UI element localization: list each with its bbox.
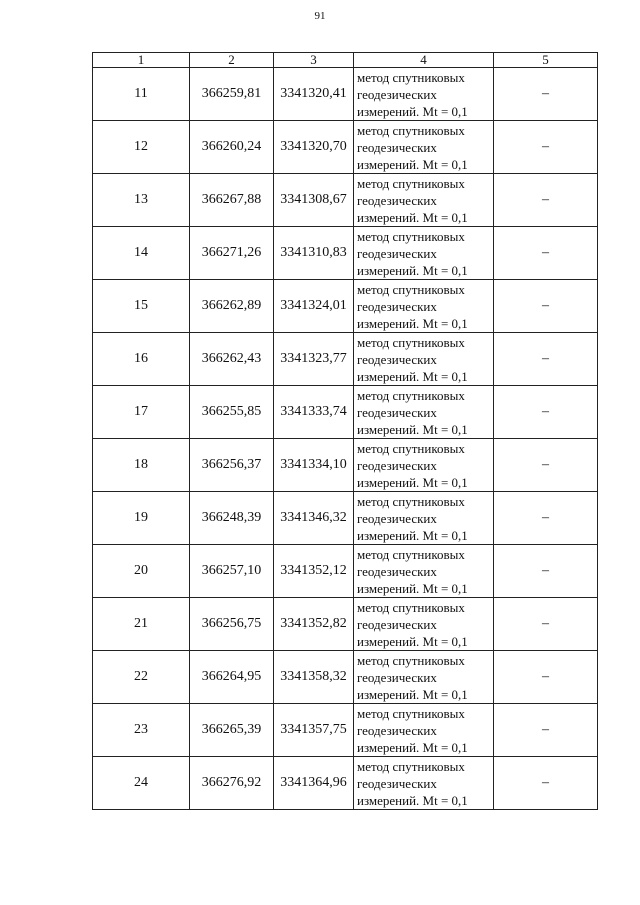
method-line: метод спутниковых <box>357 652 465 668</box>
note-cell: – <box>494 492 598 545</box>
method-line: метод спутниковых <box>357 387 465 403</box>
note-cell: – <box>494 333 598 386</box>
table-row <box>93 598 598 651</box>
table-body <box>93 68 598 810</box>
method-cell <box>354 68 494 121</box>
note-cell: – <box>494 280 598 333</box>
coordinate-x-cell: 366264,95 <box>190 651 274 704</box>
method-line: метод спутниковых <box>357 69 465 85</box>
note-cell: – <box>494 651 598 704</box>
note-cell: – <box>494 545 598 598</box>
method-line: метод спутниковых <box>357 281 465 297</box>
coordinate-y-cell: 3341334,10 <box>274 439 354 492</box>
coordinate-y-cell: 3341333,74 <box>274 386 354 439</box>
table-row <box>93 121 598 174</box>
method-line: метод спутниковых <box>357 122 465 138</box>
header-cell-5: 5 <box>494 53 598 68</box>
coordinate-x-cell: 366256,75 <box>190 598 274 651</box>
method-line: геодезических <box>357 616 437 632</box>
method-line: метод спутниковых <box>357 758 465 774</box>
method-line: метод спутниковых <box>357 493 465 509</box>
method-line: геодезических <box>357 775 437 791</box>
method-line: геодезических <box>357 86 437 102</box>
note-cell: – <box>494 121 598 174</box>
method-cell <box>354 227 494 280</box>
method-line: измерений. Mt = 0,1 <box>357 580 468 596</box>
point-number-cell: 24 <box>93 757 190 810</box>
point-number-cell: 13 <box>93 174 190 227</box>
note-cell: – <box>494 227 598 280</box>
header-row <box>93 53 598 68</box>
method-line: геодезических <box>357 245 437 261</box>
table-row <box>93 174 598 227</box>
method-line: геодезических <box>357 139 437 155</box>
method-cell <box>354 598 494 651</box>
table-row <box>93 333 598 386</box>
coordinate-y-cell: 3341357,75 <box>274 704 354 757</box>
method-cell <box>354 651 494 704</box>
table-row <box>93 545 598 598</box>
note-cell: – <box>494 704 598 757</box>
method-line: измерений. Mt = 0,1 <box>357 103 468 119</box>
coordinate-x-cell: 366259,81 <box>190 68 274 121</box>
method-line: геодезических <box>357 510 437 526</box>
table-row <box>93 386 598 439</box>
method-line: геодезических <box>357 192 437 208</box>
method-line: метод спутниковых <box>357 705 465 721</box>
method-cell <box>354 386 494 439</box>
coordinate-x-cell: 366260,24 <box>190 121 274 174</box>
table-row <box>93 757 598 810</box>
point-number-cell: 17 <box>93 386 190 439</box>
point-number-cell: 11 <box>93 68 190 121</box>
method-line: измерений. Mt = 0,1 <box>357 686 468 702</box>
method-line: измерений. Mt = 0,1 <box>357 421 468 437</box>
coordinate-x-cell: 366255,85 <box>190 386 274 439</box>
coordinate-y-cell: 3341364,96 <box>274 757 354 810</box>
coordinate-x-cell: 366262,89 <box>190 280 274 333</box>
method-line: геодезических <box>357 298 437 314</box>
method-line: измерений. Mt = 0,1 <box>357 527 468 543</box>
header-cell-1: 1 <box>93 53 190 68</box>
coordinate-x-cell: 366262,43 <box>190 333 274 386</box>
coordinate-y-cell: 3341308,67 <box>274 174 354 227</box>
method-line: метод спутниковых <box>357 546 465 562</box>
coordinates-table <box>92 52 598 810</box>
table-row <box>93 227 598 280</box>
coordinate-x-cell: 366267,88 <box>190 174 274 227</box>
method-line: геодезических <box>357 722 437 738</box>
method-line: геодезических <box>357 669 437 685</box>
coordinate-x-cell: 366276,92 <box>190 757 274 810</box>
page-number: 91 <box>314 10 326 22</box>
coordinate-y-cell: 3341358,32 <box>274 651 354 704</box>
table-row <box>93 651 598 704</box>
coordinate-y-cell: 3341346,32 <box>274 492 354 545</box>
method-line: измерений. Mt = 0,1 <box>357 474 468 490</box>
table-row <box>93 439 598 492</box>
point-number-cell: 14 <box>93 227 190 280</box>
point-number-cell: 22 <box>93 651 190 704</box>
point-number-cell: 20 <box>93 545 190 598</box>
method-line: геодезических <box>357 457 437 473</box>
note-cell: – <box>494 386 598 439</box>
note-cell: – <box>494 757 598 810</box>
point-number-cell: 15 <box>93 280 190 333</box>
method-line: измерений. Mt = 0,1 <box>357 156 468 172</box>
coordinate-x-cell: 366265,39 <box>190 704 274 757</box>
method-cell <box>354 492 494 545</box>
method-line: метод спутниковых <box>357 175 465 191</box>
coordinate-y-cell: 3341310,83 <box>274 227 354 280</box>
header-cell-2: 2 <box>190 53 274 68</box>
table-row <box>93 704 598 757</box>
point-number-cell: 23 <box>93 704 190 757</box>
method-line: геодезических <box>357 351 437 367</box>
table-header <box>93 53 598 68</box>
point-number-cell: 18 <box>93 439 190 492</box>
note-cell: – <box>494 174 598 227</box>
coordinate-x-cell: 366257,10 <box>190 545 274 598</box>
coordinate-y-cell: 3341320,41 <box>274 68 354 121</box>
note-cell: – <box>494 598 598 651</box>
coordinate-y-cell: 3341352,12 <box>274 545 354 598</box>
table-row <box>93 492 598 545</box>
method-cell <box>354 545 494 598</box>
method-line: метод спутниковых <box>357 334 465 350</box>
method-line: измерений. Mt = 0,1 <box>357 315 468 331</box>
point-number-cell: 12 <box>93 121 190 174</box>
coordinate-y-cell: 3341320,70 <box>274 121 354 174</box>
note-cell: – <box>494 68 598 121</box>
table-row <box>93 68 598 121</box>
table-row <box>93 280 598 333</box>
point-number-cell: 19 <box>93 492 190 545</box>
point-number-cell: 21 <box>93 598 190 651</box>
method-cell <box>354 439 494 492</box>
method-cell <box>354 333 494 386</box>
header-cell-3: 3 <box>274 53 354 68</box>
method-cell <box>354 757 494 810</box>
method-cell <box>354 280 494 333</box>
method-line: измерений. Mt = 0,1 <box>357 368 468 384</box>
point-number-cell: 16 <box>93 333 190 386</box>
note-cell: – <box>494 439 598 492</box>
method-line: измерений. Mt = 0,1 <box>357 739 468 755</box>
coordinate-x-cell: 366256,37 <box>190 439 274 492</box>
method-cell <box>354 704 494 757</box>
header-cell-4: 4 <box>354 53 494 68</box>
method-line: геодезических <box>357 404 437 420</box>
method-line: метод спутниковых <box>357 228 465 244</box>
method-line: измерений. Mt = 0,1 <box>357 633 468 649</box>
coordinate-x-cell: 366271,26 <box>190 227 274 280</box>
coordinate-y-cell: 3341323,77 <box>274 333 354 386</box>
coordinate-y-cell: 3341324,01 <box>274 280 354 333</box>
coordinate-x-cell: 366248,39 <box>190 492 274 545</box>
method-line: измерений. Mt = 0,1 <box>357 792 468 808</box>
method-cell <box>354 174 494 227</box>
method-line: измерений. Mt = 0,1 <box>357 262 468 278</box>
method-cell <box>354 121 494 174</box>
method-line: метод спутниковых <box>357 599 465 615</box>
method-line: измерений. Mt = 0,1 <box>357 209 468 225</box>
coordinate-y-cell: 3341352,82 <box>274 598 354 651</box>
method-line: геодезических <box>357 563 437 579</box>
method-line: метод спутниковых <box>357 440 465 456</box>
